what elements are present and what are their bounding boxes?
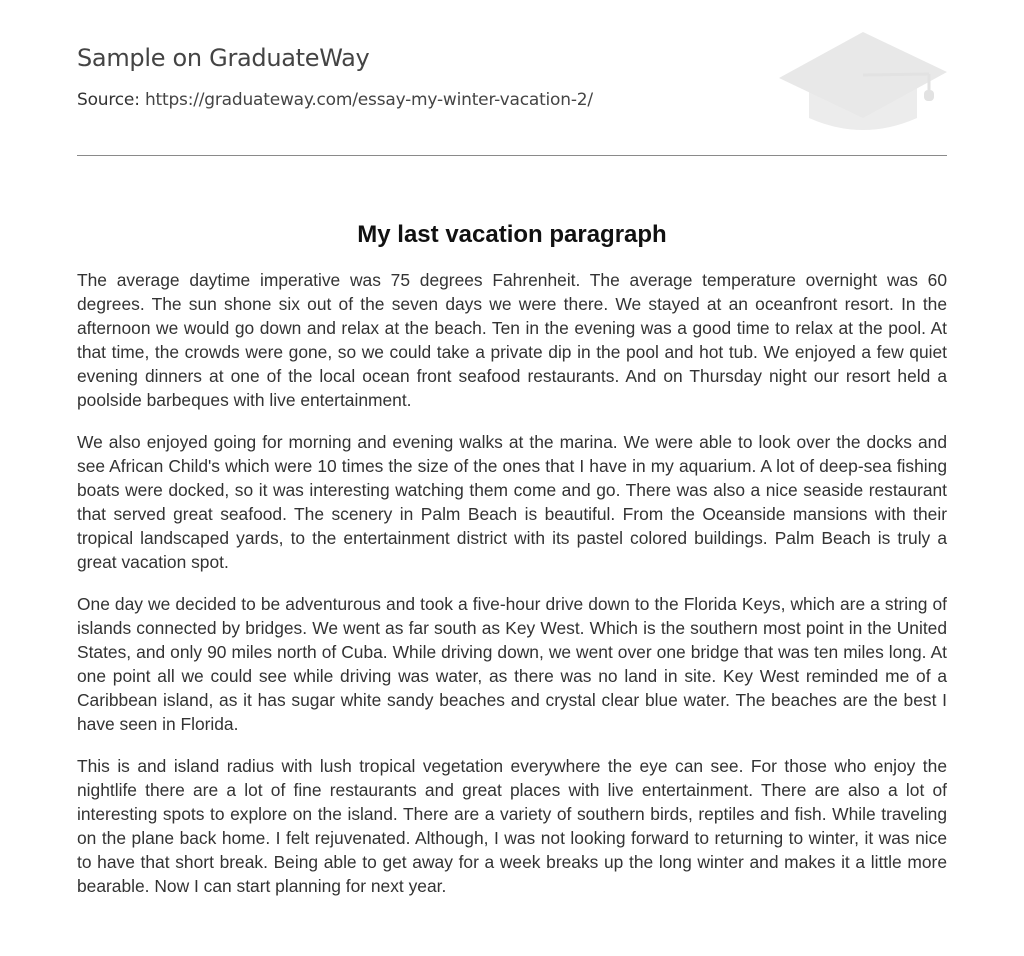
essay-paragraph: We also enjoyed going for morning and evening walks at the marina. We were able to look over the docks and see African Child's which were 10 times the size of the ones that I have in my aquarium. A lot of deep-sea fishing boats were docked, so it was interesting watching them come and go. There was also a nice seaside restaurant that served great seafood. The scenery in Palm Beach is beautiful. From the Oceanside mansions with their tropical landscaped yards, to the entertainment district with its pastel colored buildings. Palm Beach is truly a great vacation spot. <box>77 432 947 572</box>
essay-paragraph: This is and island radius with lush tropical vegetation everywhere the eye can see. For those who enjoy the nightlife there are a lot of fine restaurants and great places with live entertainment. There are also a lot of interesting spots to explore on the island. There are a variety of southern birds, reptiles and fish. While traveling on the plane back home. I felt rejuvenated. Although, I was not looking forward to returning to winter, it was nice to have that short break. Being able to get away for a week breaks up the long winter and makes it a little more bearable. Now I can start planning for next year. <box>77 756 947 896</box>
document-title: My last vacation paragraph <box>357 221 667 249</box>
page-header <box>77 0 947 156</box>
graduation-cap-icon <box>779 30 947 134</box>
header-divider <box>77 155 947 156</box>
source-label: Source: <box>77 90 140 110</box>
essay-body <box>77 268 947 916</box>
source-link[interactable]: https://graduateway.com/essay-my-winter-vacation-2/ <box>144 90 593 110</box>
source-line <box>77 90 593 110</box>
essay-paragraph: One day we decided to be adventurous and took a five-hour drive down to the Florida Keys, which are a string of islands connected by bridges. We went as far south as Key West. Which is the southern most point in the United States, and only 90 miles north of Cuba. While driving down, we went over one bridge that was ten miles long. At one point all we could see while driving was water, as there was no land in site. Key West reminded me of a Caribbean island, as it has sugar white sandy beaches and crystal clear blue water. The beaches are the best I have seen in Florida. <box>77 594 947 734</box>
essay-paragraph: The average daytime imperative was 75 degrees Fahrenheit. The average temperature overnight was 60 degrees. The sun shone six out of the seven days we were there. We stayed at an oceanfront resort. In the afternoon we would go down and relax at the beach. Ten in the evening was a good time to relax at the pool. At that time, the crowds were gone, so we could take a private dip in the pool and hot tub. We enjoyed a few quiet evening dinners at one of the local ocean front seafood restaurants. And on Thursday night our resort held a poolside barbeques with live entertainment. <box>77 270 947 410</box>
brand-title: Sample on GraduateWay <box>77 44 370 72</box>
